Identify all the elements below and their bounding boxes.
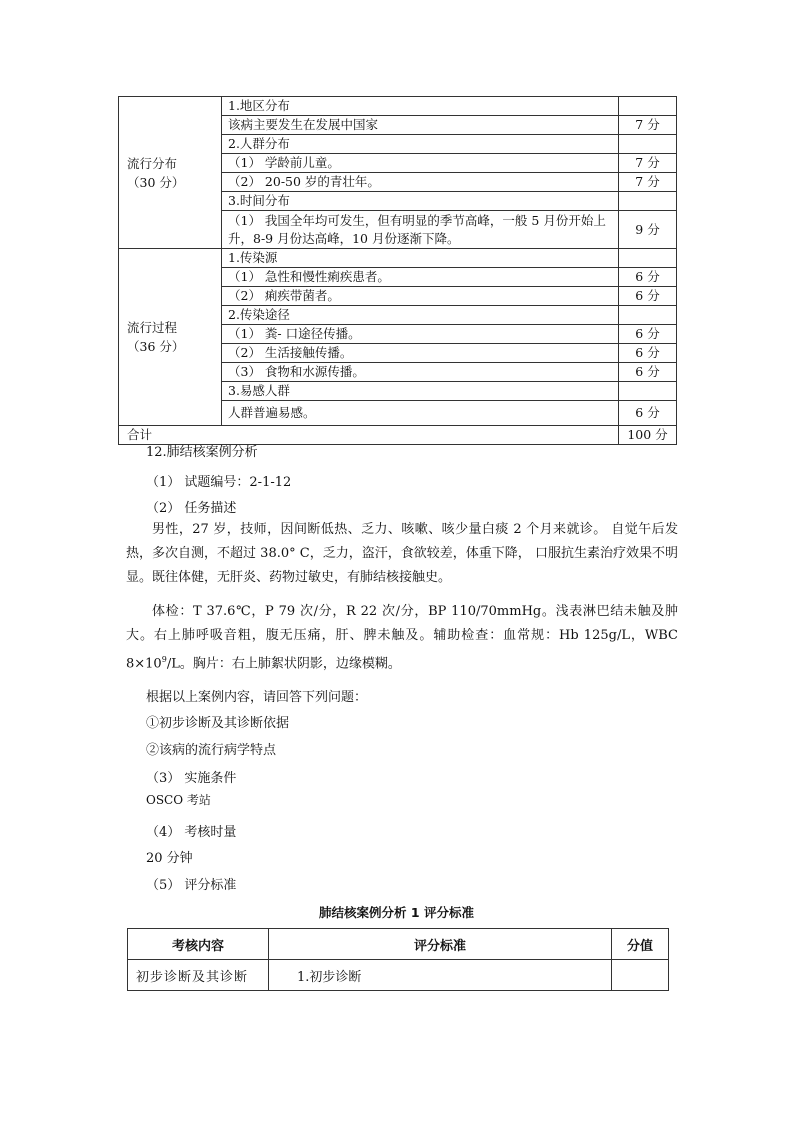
criteria-cell: （2） 痢疾带菌者。 [222,287,619,306]
criteria-cell: （2） 生活接触传播。 [222,344,619,363]
criteria-cell: （1） 急性和慢性痢疾患者。 [222,268,619,287]
score-cell: 7 分 [619,154,677,173]
score-cell: 7 分 [619,173,677,192]
score-cell [612,960,669,991]
score-cell [619,135,677,154]
question-2: ②该病的流行病学特点 [146,743,277,758]
criteria-cell: 3.时间分布 [222,192,619,211]
criteria-cell: 人群普遍易感。 [222,401,619,426]
total-score: 100 分 [619,426,677,445]
score-cell: 6 分 [619,401,677,426]
item-question-id: （1） 试题编号：2-1-12 [146,475,292,490]
score-cell: 6 分 [619,325,677,344]
criteria-cell: （2） 20-50 岁的青壮年。 [222,173,619,192]
header-score: 分值 [612,929,669,960]
standard-cell: 1.初步诊断 [269,960,612,991]
question-prompt: 根据以上案例内容，请回答下列问题： [146,690,368,705]
category-points: （30 分） [127,174,185,190]
case-paragraph-history: 男性，27 岁，技师，因间断低热、乏力、咳嗽、咳少量白痰 2 个月来就诊。 自觉午后发热，多次自测，不超过 38.0° C，乏力，盗汗，食欲较差，体重下降， 口服抗生素治疗效果不明显。既往体健，无肝炎、药物过敏史，有肺结核接触史。 [126,522,678,585]
header-standard: 评分标准 [269,929,612,960]
score-cell [619,249,677,268]
total-label: 合计 [119,426,619,445]
score-cell [619,306,677,325]
score-cell: 6 分 [619,268,677,287]
section-heading: 12.肺结核案例分析 [146,445,258,460]
criteria-cell: 3.易感人群 [222,382,619,401]
category-label: 流行分布 [127,155,178,171]
category-epi-distribution [119,97,222,249]
scoring-table-dysentery [118,96,677,445]
score-cell: 6 分 [619,344,677,363]
criteria-cell: 该病主要发生在发展中国家 [222,116,619,135]
score-cell: 6 分 [619,363,677,382]
item-duration: （4） 考核时量 [146,825,237,840]
criteria-cell: 1.地区分布 [222,97,619,116]
score-cell [619,192,677,211]
header-content: 考核内容 [128,929,269,960]
content-cell: 初步诊断及其诊断 [128,960,269,991]
item-duration-value: 20 分钟 [146,851,193,866]
question-1: ①初步诊断及其诊断依据 [146,716,290,731]
item-conditions-value: OSCO 考站 [146,793,211,807]
criteria-cell: 2.人群分布 [222,135,619,154]
item-task-description: （2） 任务描述 [146,501,237,516]
scoring-table-tb [127,928,669,991]
criteria-cell: （1） 粪- 口途径传播。 [222,325,619,344]
criteria-cell: （1） 我国全年均可发生，但有明显的季节高峰，一般 5 月份开始上升，8-9 月份达高峰，10 月份逐渐下降。 [222,211,619,249]
score-cell [619,382,677,401]
criteria-cell: 1.传染源 [222,249,619,268]
category-label: 流行过程 [127,320,178,335]
score-cell: 7 分 [619,116,677,135]
score-cell: 6 分 [619,287,677,306]
table2-caption: 肺结核案例分析 1 评分标准 [319,905,474,920]
score-cell: 9 分 [619,211,677,249]
category-epi-process [119,249,222,426]
score-cell [619,97,677,116]
item-scoring-standard: （5） 评分标准 [146,878,237,893]
case-paragraph-exam: 体检：T 37.6℃，P 79 次/分，R 22 次/分，BP 110/70mmHg。浅表淋巴结未触及肿大。右上肺呼吸音粗，腹无压痛，肝、脾未触及。辅助检查：血常规：Hb 125g/L，WBC $8\times 10^9/L$。胸片：右上肺絮状阴影，边缘模糊。 [126,604,678,672]
criteria-cell: （1） 学龄前儿童。 [222,154,619,173]
item-conditions: （3） 实施条件 [146,771,237,786]
criteria-cell: （3） 食物和水源传播。 [222,363,619,382]
category-points: （36 分） [127,339,185,354]
criteria-cell: 2.传染途径 [222,306,619,325]
